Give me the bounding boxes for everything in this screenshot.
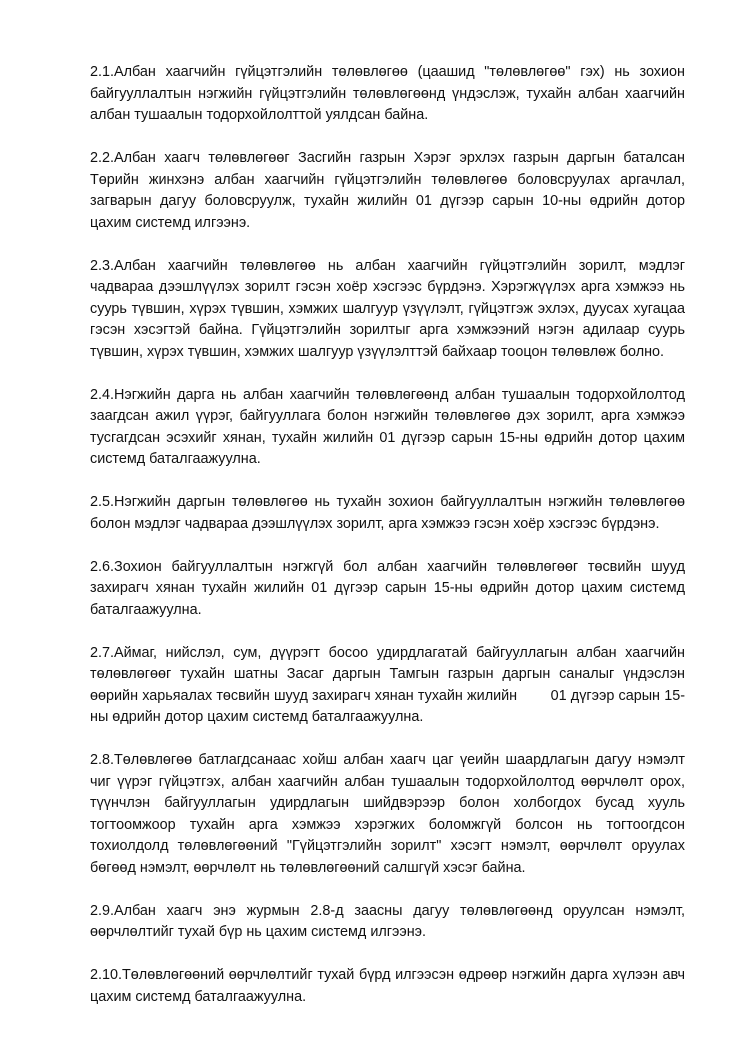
paragraph-2-1: 2.1.Албан хаагчийн гүйцэтгэлийн төлөвлөгөө (цаашид "төлөвлөгөө" гэх) нь зохион байгууллалтын нэгжийн гүйцэтгэлийн төлөвлөгөөнд үндэслэж, тухайн албан хаагчийн албан тушаалын тодорхойлолттой уялдсан байна. <box>90 64 685 123</box>
paragraph-2-3: 2.3.Албан хаагчийн төлөвлөгөө нь албан хаагчийн гүйцэтгэлийн зорилт, мэдлэг чадвараа дээшлүүлэх зорилт гэсэн хоёр хэсгээс бүрдэнэ. Хэрэгжүүлэх арга хэмжээ нь суурь түвшин, хүрэх түвшин, хэмжих шалгуур үзүүлэлт, гүйцэтгэж эхлэх, дуусах хугацаа гэсэн хэсэгтэй байна. Гүйцэтгэлийн зорилтыг арга хэмжээний нэгэн адилаар суурь түвшин, хүрэх түвшин, хэмжих шалгуур үзүүлэлттэй байхаар тооцон төлөвлөж болно. <box>90 257 685 360</box>
paragraph-2-10: 2.10.Төлөвлөгөөний өөрчлөлтийг тухай бүрд илгээсэн өдрөөр нэгжийн дарга хүлээн авч цахим системд баталгаажуулна. <box>90 967 685 1005</box>
paragraph-2-4: 2.4.Нэгжийн дарга нь албан хаагчийн төлөвлөгөөнд албан тушаалын тодорхойлолтод заагдсан ажил үүрэг, байгууллага болон нэгжийн төлөвлөгөө дэх зорилт, арга хэмжээ тусгагдсан эсэхийг хянан, тухайн жилийн 01 дүгээр сарын 15-ны өдрийн дотор цахим системд баталгаажуулна. <box>90 386 685 467</box>
paragraph-2-2: 2.2.Албан хаагч төлөвлөгөөг Засгийн газрын Хэрэг эрхлэх газрын даргын баталсан Төрийн жинхэнэ албан хаагчийн гүйцэтгэлийн төлөвлөгөө боловсруулах аргачлал, загварын дагуу боловсруулж, тухайн жилийн 01 дүгээр сарын 10-ны өдрийн дотор цахим системд илгээнэ. <box>90 150 685 231</box>
paragraph-2-6: 2.6.Зохион байгууллалтын нэгжгүй бол албан хаагчийн төлөвлөгөөг төсвийн шууд захирагч хянан тухайн жилийн 01 дүгээр сарын 15-ны өдрийн дотор цахим системд баталгаажуулна. <box>90 558 685 618</box>
paragraph-2-9: 2.9.Албан хаагч энэ журмын 2.8-д заасны дагуу төлөвлөгөөнд оруулсан нэмэлт, өөрчлөлтийг тухай бүр нь цахим системд илгээнэ. <box>90 902 685 940</box>
paragraph-2-5: 2.5.Нэгжийн даргын төлөвлөгөө нь тухайн зохион байгууллалтын нэгжийн төлөвлөгөө болон мэдлэг чадвараа дээшлүүлэх зорилт, арга хэмжээ гэсэн хоёр хэсгээс бүрдэнэ. <box>90 494 685 532</box>
document-body <box>90 62 689 1030</box>
paragraph-2-7: 2.7.Аймаг, нийслэл, сум, дүүрэгт босоо удирдлагатай байгууллагын албан хаагчийн төлөвлөгөөг тухайн шатны Засаг даргын Тамгын газрын даргын саналыг үндэслэн өөрийн харьяалах төсвийн шууд захирагч хянан тухайн жилийн 01 дүгээр сарын 15-ны өдрийн дотор цахим системд баталгаажуулна. <box>90 644 689 725</box>
paragraph-2-8: 2.8.Төлөвлөгөө батлагдсанаас хойш албан хаагч цаг үеийн шаардлагын дагуу нэмэлт чиг үүрэг гүйцэтгэх, албан хаагчийн албан тушаалын тодорхойлолтод өөрчлөлт орох, түүнчлэн байгууллагын удирдлагын шийдвэрээр болон холбогдох бусад хууль тогтоомжоор тухайн арга хэмжээ хэрэгжих боломжгүй болсон нь тогтоогдсон тохиолдолд төлөвлөгөөний "Гүйцэтгэлийн зорилт" хэсэгт нэмэлт, өөрчлөлт оруулах бөгөөд нэмэлт, өөрчлөлт нь төлөвлөгөөний салшгүй хэсэг байна. <box>90 752 685 876</box>
